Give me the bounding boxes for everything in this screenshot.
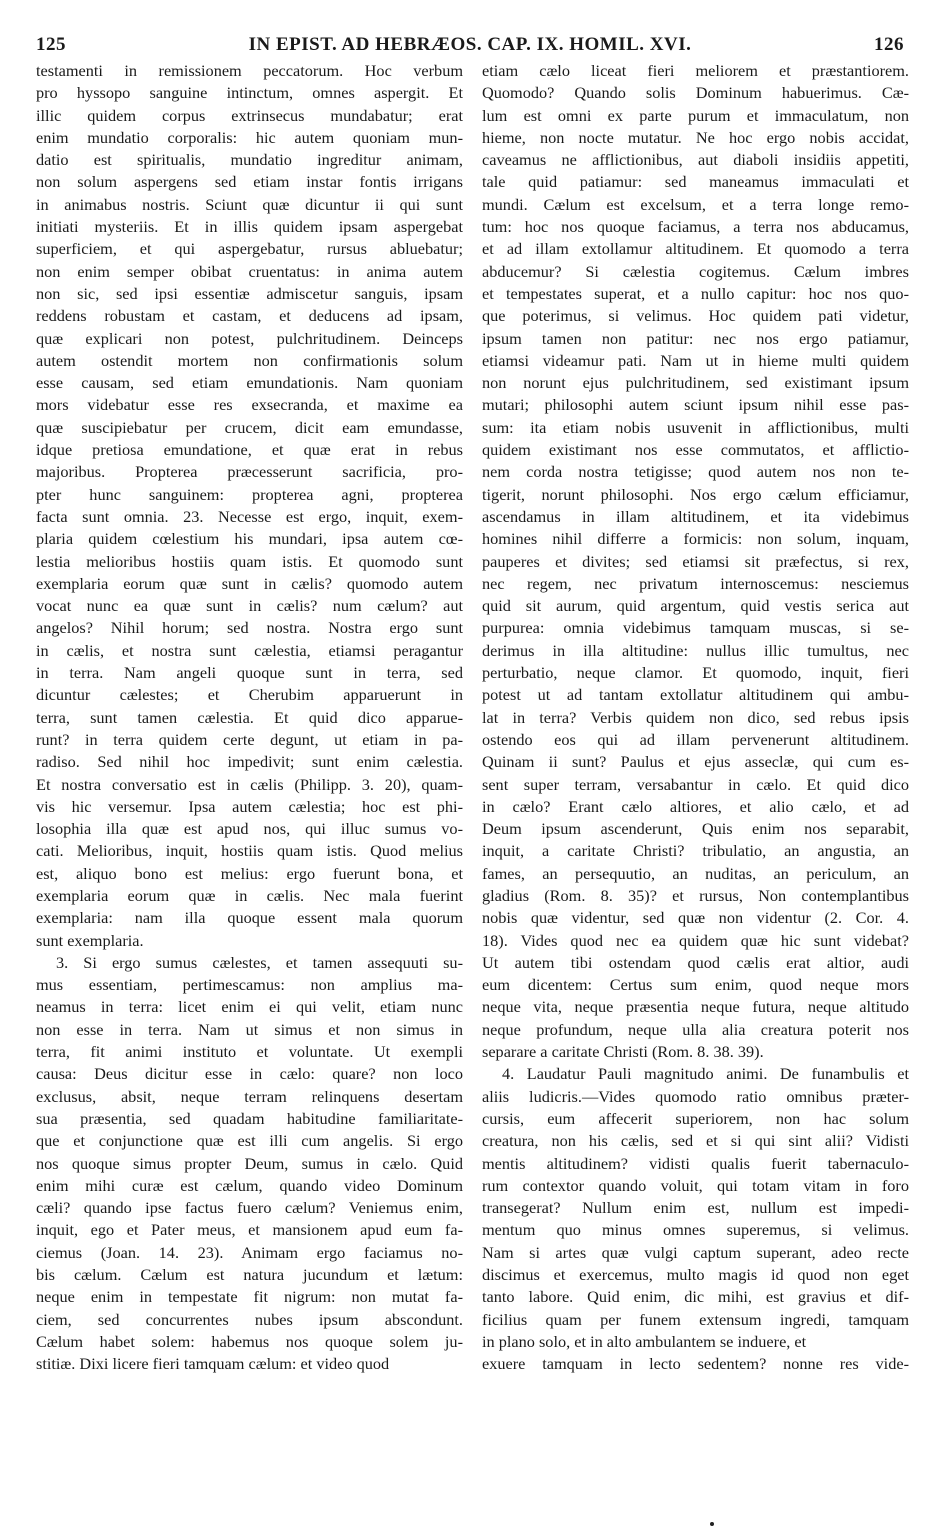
text-line: purpurea: omnia videbimus tamquam muscas, si se- (482, 618, 909, 638)
text-line: cursis, eum affecerit superiorem, non hac solum (482, 1108, 909, 1128)
text-line: quæ explicari non potest, pulchritudinem. Deinceps (36, 328, 463, 348)
text-line: terra, sunt tamen cælestia. Et quid dico apparue- (36, 707, 463, 727)
print-speck (710, 1522, 714, 1526)
text-line: perturbatio, neque clamor. Et quomodo, inquit, fieri (482, 663, 909, 683)
text-line: 18). Vides quod nec ea quidem quæ hic sunt videbat? (482, 930, 909, 950)
text-line: transegerat? Nullum enim est, nullum est impedi- (482, 1198, 909, 1218)
text-line: neque enim in tempestate fit nigrum: non mutat fa- (36, 1287, 463, 1307)
text-line: non esse in terra. Nam ut simus et non simus in (36, 1019, 463, 1039)
text-line: nos quoque simus propter Deum, sumus in cælo. Quid (36, 1153, 463, 1173)
text-line: enim mihi curæ est cælum, quando video Dominum (36, 1175, 463, 1195)
text-line: cæli? quando ipse factus fuero cælum? Veniemus enim, (36, 1198, 463, 1218)
text-line: pauperes et divites; sed etiamsi sit præfectus, si rex, (482, 551, 909, 571)
text-line: mundi. Cælum est excelsum, et a terra longe remo- (482, 194, 909, 214)
text-line: bis cælum. Cælum est natura jucundum et lætum: (36, 1265, 463, 1285)
text-line: in animabus nostris. Sciunt quæ dicuntur ii qui sunt (36, 194, 463, 214)
text-line: non enim semper obibat cruentatus: in anima autem (36, 261, 463, 281)
text-line: in cælo? Erant cælo altiores, et alio cælo, et ad (482, 796, 909, 816)
text-line: losophia illa quæ est apud nos, qui illuc sumus vo- (36, 819, 463, 839)
text-line: terra, fit animi instituto et voluntate. Ut exempli (36, 1042, 463, 1062)
page-number-right: 126 (874, 34, 904, 55)
text-line: initiati mysteriis. Et in illis quidem ipsam aspergebat (36, 217, 463, 237)
text-line: quidem existimant nos esse commutatos, et afflictio- (482, 440, 909, 460)
text-line: sunt exemplaria. (36, 930, 144, 950)
text-line: plaria quidem cœlestium his mundari, ipsa autem cœ- (36, 529, 463, 549)
text-line: inquit, a caritate Christi? tribulatio, an angustia, an (482, 841, 909, 861)
text-line: rum contextor quando voluit, qui totam vitam in foro (482, 1175, 909, 1195)
text-line: sua præsentia, sed quadam habitudine familiaritate- (36, 1108, 463, 1128)
text-line: in cælis, et nostra sunt cælestia, etiamsi peragantur (36, 640, 463, 660)
text-line: non solum aspergens sed etiam instar fontis irrigans (36, 172, 463, 192)
text-line: causa: Deus dicitur esse in cælo: quare? non loco (36, 1064, 463, 1084)
text-line: tale quid patiamur: sed maneamus immaculati et (482, 172, 909, 192)
text-line: eum dicentem: Certus sum enim, quod neque mors (482, 975, 909, 995)
text-line: non norunt ejus pulchritudinem, sed existimant ipsum (482, 373, 909, 393)
text-line: mentis altitudinem? vidisti qualis fuerit tabernaculo- (482, 1153, 909, 1173)
text-line: autem ostendit mortem non confirmationis solum (36, 350, 463, 370)
running-title: IN EPIST. AD HEBRÆOS. CAP. IX. HOMIL. XVI. (248, 34, 692, 55)
text-line: lat in terra? Verbis quidem non dico, sed rebus ipsis (482, 707, 909, 727)
text-line: Nam si artes quæ vulgi captum superant, adeo recte (482, 1242, 909, 1262)
text-line: exclusus, absit, neque terram relinquens desertam (36, 1086, 463, 1106)
text-line: nec regem, nec privatum internoscemus: nesciemus (482, 573, 909, 593)
text-line: nobis quæ videntur, sed quæ non videntur (2. Cor. 4. (482, 908, 909, 928)
text-line: majoribus. Propterea præcesserunt sacrificia, pro- (36, 462, 463, 482)
text-line: et tempestates superat, et a nullo capitur: hoc nos quo- (482, 283, 909, 303)
text-line: pter hunc sanguinem: propterea agni, propterea (36, 484, 463, 504)
text-line: et ad illam extollamur altitudinem. Et quomodo a terra (482, 239, 909, 259)
text-line: ficilius quam per funem extensum ingredi, tamquam (482, 1309, 909, 1329)
text-line: sum: ita etiam nobis usuvenit in afflictionibus, multi (482, 417, 909, 437)
text-line: sent super terram, versabantur in cælo. Et quid dico (482, 774, 909, 794)
text-line: que poterimus, si velimus. Hoc quidem pati videtur, (482, 306, 909, 326)
text-line: ostendo eos qui ad illam pervenerunt altitudinem. (482, 729, 909, 749)
text-line: illic quidem corpus extrinsecus mundabatur; erat (36, 105, 463, 125)
text-line: abducemur? Si cælestia cogitemus. Cælum imbres (482, 261, 909, 281)
text-line: mus essentiam, pertimescamus: non amplius ma- (36, 975, 463, 995)
text-line: gladius (Rom. 8. 35)? et rursus, Non contemplantibus (482, 885, 909, 905)
text-line: lestia melioribus hostiis quam istis. Et quomodo sunt (36, 551, 463, 571)
text-line: datio est spiritualis, mundatio ingreditur animam, (36, 150, 463, 170)
text-line: 3. Si ergo sumus cælestes, et tamen assequuti su- (56, 952, 463, 972)
text-line: esse causam, sed etiam emundationis. Nam quoniam (36, 373, 463, 393)
text-line: tigerit, norunt philosophi. Nos ergo cælum efficiamur, (482, 484, 909, 504)
text-line: que et conjunctione quæ est illi cum angelis. Si ergo (36, 1131, 463, 1151)
text-line: exuere tamquam in lecto sedentem? nonne res vide- (482, 1354, 909, 1374)
text-line: ciem, sed concurrentes nubes ipsum abscondunt. (36, 1309, 463, 1329)
text-line: neamus in terra: licet enim ei qui velit, etiam nunc (36, 997, 463, 1017)
text-line: exemplaria eorum quæ sunt in cælis? quomodo autem (36, 573, 463, 593)
text-line: in terra. Nam angeli quoque sunt in terra, sed (36, 663, 463, 683)
text-line: ipsum tamen non patitur: nec nos ergo patiamur, (482, 328, 909, 348)
right-text-column (482, 60, 909, 1376)
text-line: fames, an persequutio, an nuditas, an periculum, an (482, 863, 909, 883)
page-number-left: 125 (36, 34, 66, 55)
text-line: enim mundatio corporalis: hic autem quoniam mun- (36, 127, 463, 147)
text-line: ascendamus in illam altitudinem, et ita videbimus (482, 506, 909, 526)
text-line: Ut autem tibi ostendam quod cælis erat altior, audi (482, 952, 909, 972)
text-line: vocat nunc ea quæ sunt in cælis? num cælum? aut (36, 596, 463, 616)
text-line: in plano solo, et in alto ambulantem se induere, et (482, 1331, 807, 1351)
running-header (36, 34, 904, 56)
text-line: 4. Laudatur Pauli magnitudo animi. De funambulis et (502, 1064, 909, 1084)
text-line: potest ut ad tantam extollatur altitudinem qui ambu- (482, 685, 909, 705)
text-line: mentum quo minus omnes superemus, si velimus. (482, 1220, 909, 1240)
text-line: pro hyssopo sanguine intinctum, omnes aspergit. Et (36, 83, 463, 103)
text-line: mutari; philosophi autem sciunt ipsum nihil esse pas- (482, 395, 909, 415)
text-line: Quinam ii sunt? Paulus et ejus asseclæ, qui cum es- (482, 752, 909, 772)
text-line: nem corda nostra tetigisse; quod autem nos non te- (482, 462, 909, 482)
text-line: angelos? Nihil horum; sed nostra. Nostra ergo sunt (36, 618, 463, 638)
text-line: Cælum habet solem: habemus nos quoque solem ju- (36, 1331, 463, 1351)
text-line: lum est omni ex parte purum et immaculatum, non (482, 105, 909, 125)
text-line: facta sunt omnia. 23. Necesse est ergo, inquit, exem- (36, 506, 463, 526)
text-line: etiam cælo liceat fieri meliorem et præstantiorem. (482, 61, 909, 80)
text-line: est, aliquo bono est melius: ergo fuerunt bona, et (36, 863, 463, 883)
text-line: non sic, sed ipsi essentiæ admiscetur sanguis, ipsam (36, 283, 463, 303)
text-line: quæ suscipiebatur per crucem, dicit eam emundasse, (36, 417, 463, 437)
text-line: testamenti in remissionem peccatorum. Hoc verbum (36, 61, 463, 80)
text-line: homines nihil differre a formicis: non solum, inquam, (482, 529, 909, 549)
text-line: tanto labore. Quid enim, dic mihi, est gravius et dif- (482, 1287, 909, 1307)
text-line: reddens robustam et castam, et deducens ad ipsam, (36, 306, 463, 326)
text-line: derimus in illa altitudine: nullus illic tumultus, nec (482, 640, 909, 660)
text-line: etiamsi videamur pati. Nam ut in hieme multi quidem (482, 350, 909, 370)
text-line: discimus et exercemus, multo magis id quod non eget (482, 1265, 909, 1285)
text-line: idque pretiosa emundatione, et quæ erat in rebus (36, 440, 463, 460)
text-line: neque profundum, neque ulla alia creatura poterit nos (482, 1019, 909, 1039)
text-line: quid sit aurum, quid argentum, quid vestis serica aut (482, 596, 909, 616)
text-line: mors videbatur esse res exsecranda, et maxime ea (36, 395, 463, 415)
text-line: exemplaria eorum quæ in cælis. Nec mala fuerint (36, 885, 463, 905)
text-line: superficiem, et qui aspergebatur, rursus abluebatur; (36, 239, 463, 259)
text-line: ciemus (Joan. 14. 23). Animam ergo faciamus no- (36, 1242, 463, 1262)
text-line: separare a caritate Christi (Rom. 8. 38. 39). (482, 1042, 764, 1062)
text-line: exemplaria: nam illa quoque essent mala quorum (36, 908, 463, 928)
text-line: neque vita, neque præsentia neque futura, neque altitudo (482, 997, 909, 1017)
text-line: radiso. Sed nihil hoc impedivit; sunt enim cælestia. (36, 752, 463, 772)
text-line: vis hic versemur. Ipsa autem cælestia; hoc est phi- (36, 796, 463, 816)
left-text-column (36, 60, 463, 1376)
text-line: stitiæ. Dixi licere fieri tamquam cælum: et video quod (36, 1354, 390, 1374)
text-line: creatura, non his cælis, sed et si qui sint alii? Vidisti (482, 1131, 909, 1151)
text-line: cati. Melioribus, inquit, hostiis quam istis. Quod melius (36, 841, 463, 861)
text-line: runt? in terra quidem certe degunt, ut etiam in pa- (36, 729, 463, 749)
text-line: Quomodo? Quando solis Dominum habuerimus. Cæ- (482, 83, 909, 103)
text-line: tum: hoc nos quoque faciamus, a terra nos abducamus, (482, 217, 909, 237)
text-line: caveamus ne afflictionibus, aut diaboli insidiis appetiti, (482, 150, 909, 170)
text-line: inquit, ego et Pater meus, et mansionem apud eum fa- (36, 1220, 463, 1240)
text-line: aliis ludicris.—Vides quomodo ratio omnibus præter- (482, 1086, 909, 1106)
text-line: Et nostra conversatio est in cælis (Philipp. 3. 20), quam- (36, 774, 463, 794)
text-line: dicuntur cælestes; et Cherubim apparuerunt in (36, 685, 463, 705)
text-line: hieme, non nocte mutatur. Ne hoc ergo nobis accidat, (482, 127, 909, 147)
text-line: Deum ipsum ascenderunt, Quis enim nos separabit, (482, 819, 909, 839)
